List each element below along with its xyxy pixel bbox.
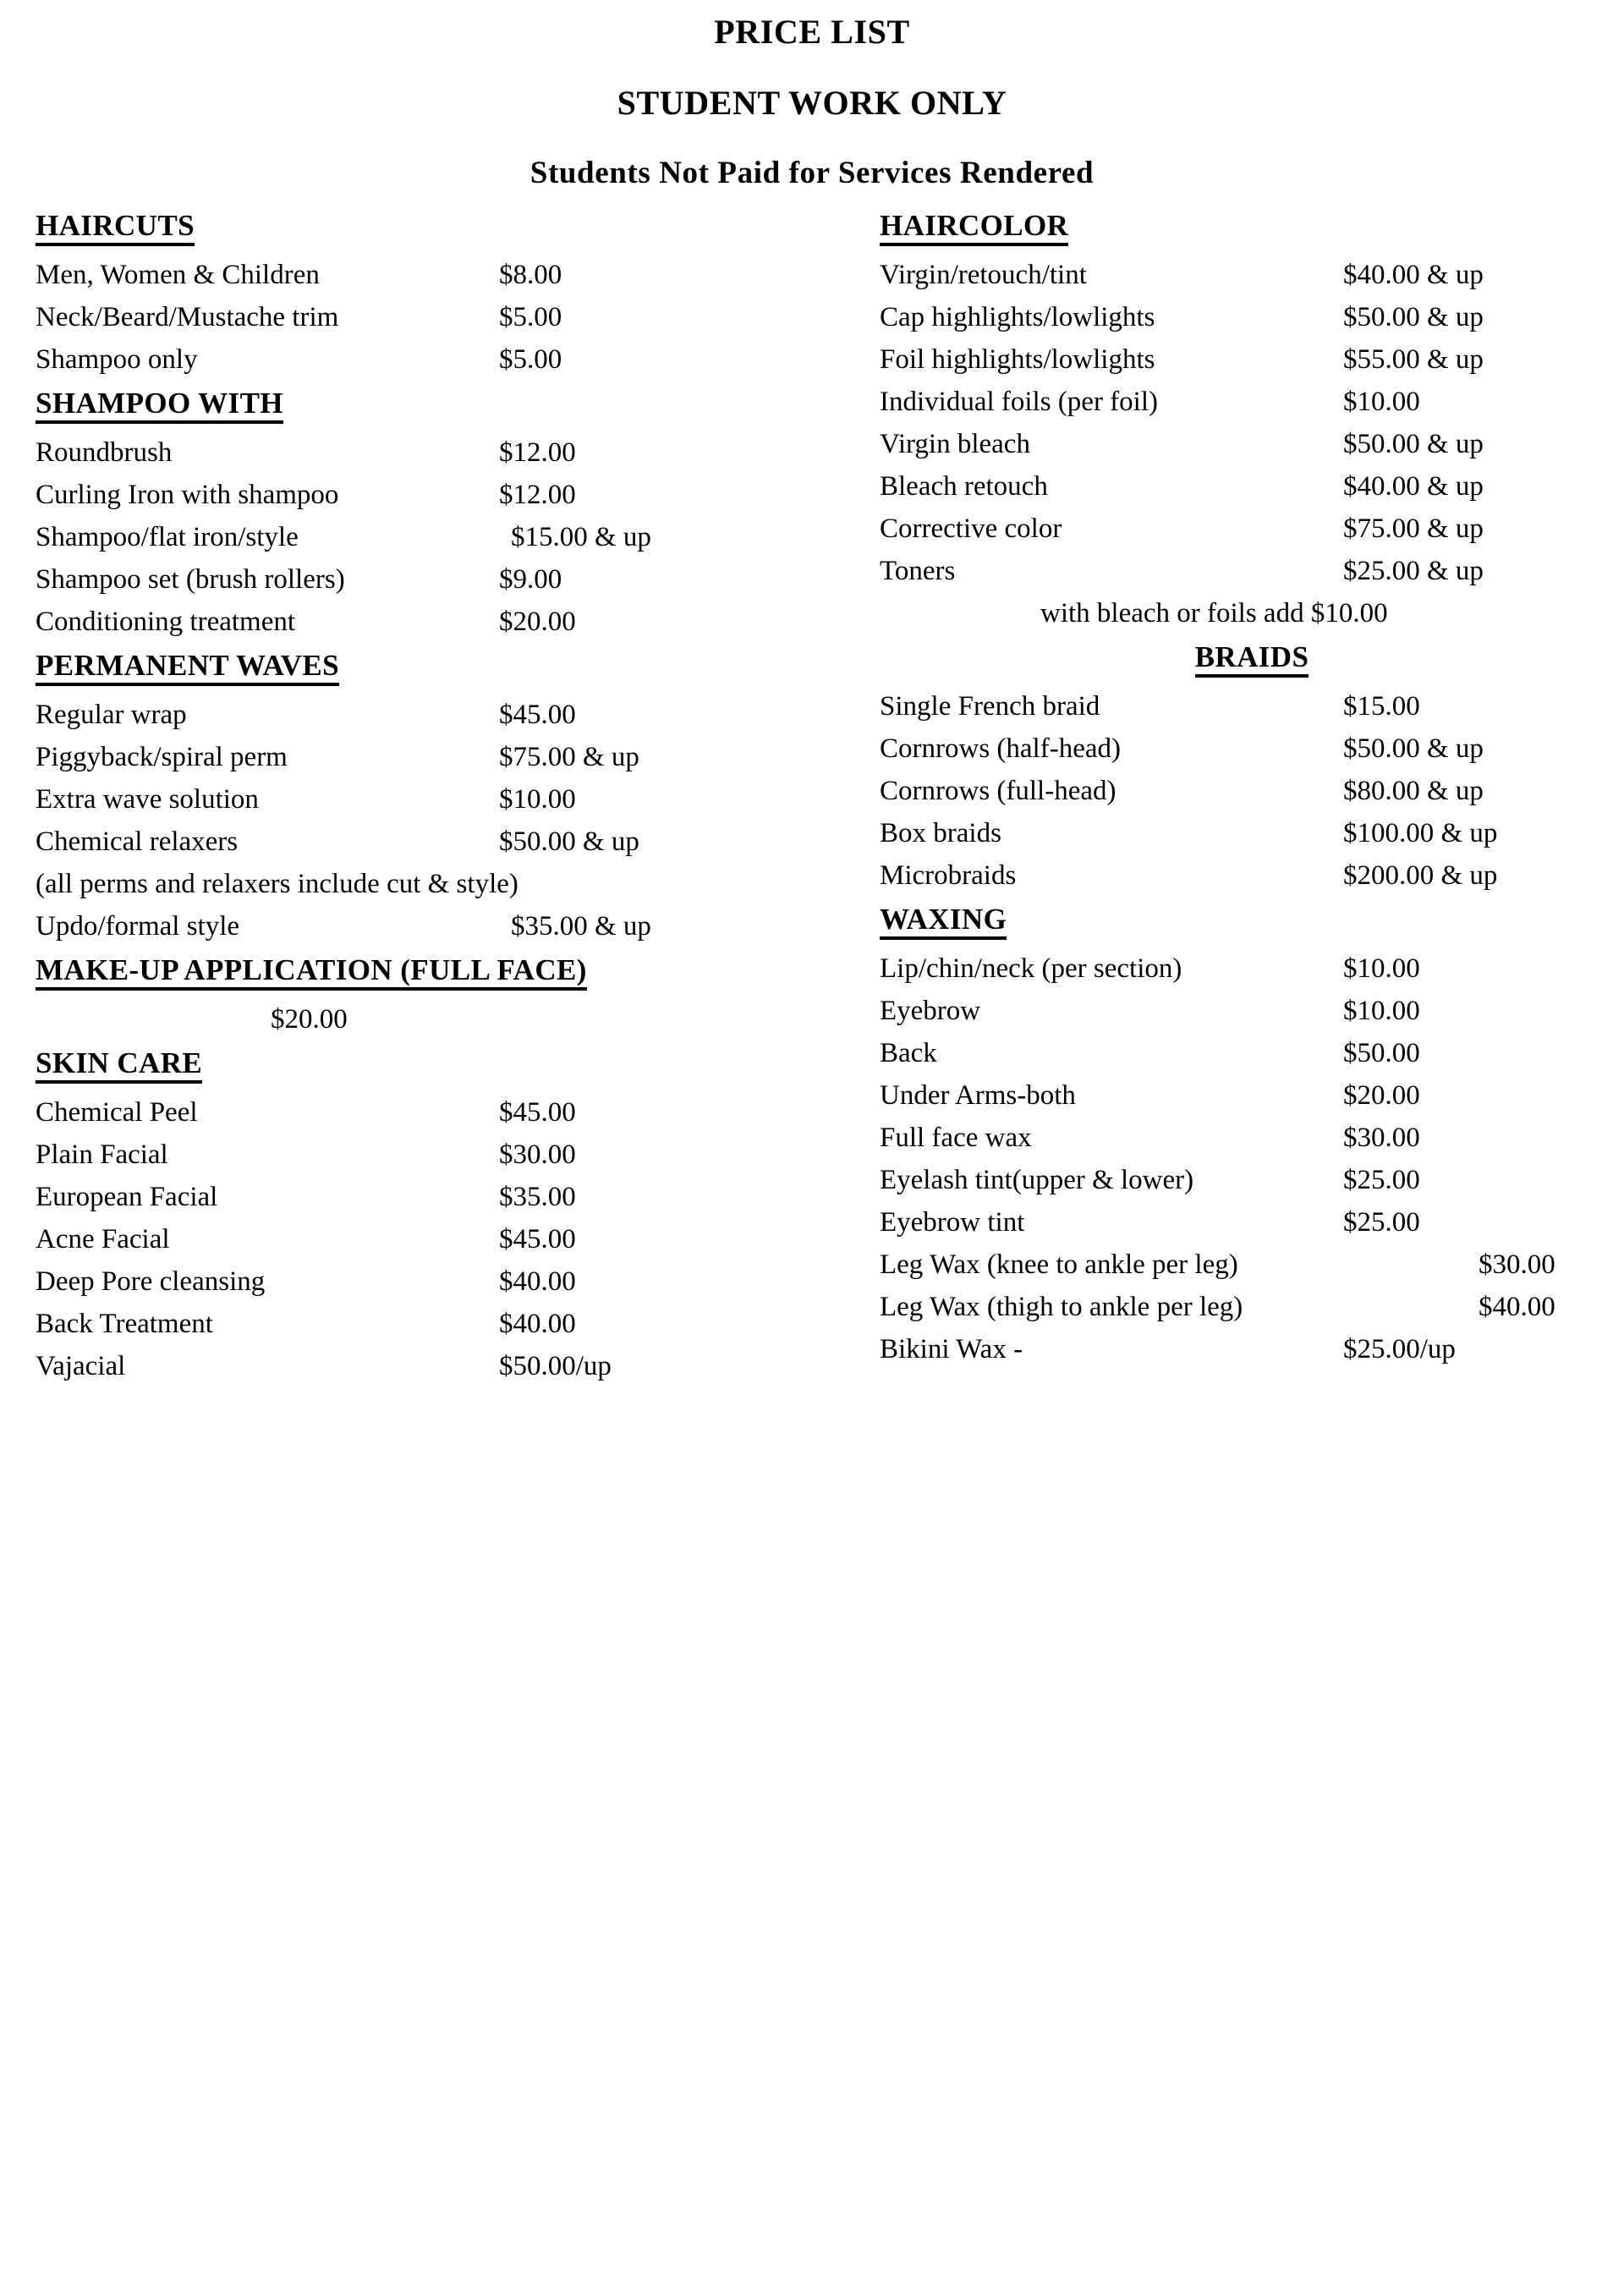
price-row <box>880 473 1624 515</box>
service-price: $100.00 & up <box>1343 818 1498 848</box>
section-haircuts <box>36 211 846 388</box>
service-label: Corrective color <box>880 513 1062 544</box>
service-price: $75.00 & up <box>1343 513 1484 544</box>
section-haircolor <box>880 211 1624 642</box>
service-label: Plain Facial <box>36 1139 168 1170</box>
service-price: $45.00 <box>499 1224 576 1255</box>
service-label: Shampoo set (brush rollers) <box>36 564 345 595</box>
service-price: $50.00 & up <box>1343 302 1484 332</box>
service-label: Full face wax <box>880 1123 1032 1153</box>
price-row <box>880 955 1624 997</box>
service-price: $25.00 <box>1343 1207 1420 1238</box>
service-price: $10.00 <box>499 784 576 815</box>
price-row <box>880 1209 1624 1251</box>
price-row <box>880 304 1624 346</box>
service-price: $15.00 & up <box>511 522 651 552</box>
service-label: Vajacial <box>36 1351 126 1381</box>
price-row <box>36 1353 846 1395</box>
section-waxing <box>880 904 1624 1378</box>
service-price: $40.00 & up <box>1343 260 1484 290</box>
service-label: Neck/Beard/Mustache trim <box>36 302 339 332</box>
service-label: Foil highlights/lowlights <box>880 344 1155 375</box>
service-label: Acne Facial <box>36 1224 170 1255</box>
price-row <box>36 1183 846 1226</box>
price-row <box>880 1124 1624 1167</box>
service-label: Deep Pore cleansing <box>36 1266 266 1297</box>
price-row <box>880 862 1624 904</box>
price-columns <box>0 211 1624 1395</box>
service-label: Toners <box>880 556 956 586</box>
service-label: Under Arms-both <box>880 1080 1076 1111</box>
right-column <box>846 211 1624 1378</box>
section-heading-shampoo-with: SHAMPOO WITH <box>36 388 846 424</box>
price-row <box>36 1099 846 1141</box>
service-price: $30.00 <box>1479 1249 1555 1280</box>
service-label: Lip/chin/neck (per section) <box>880 953 1182 984</box>
price-row <box>880 1293 1624 1336</box>
perms-include-note: (all perms and relaxers include cut & style) <box>36 869 518 899</box>
service-price: $40.00 & up <box>1343 471 1484 502</box>
section-heading-braids: BRAIDS <box>880 642 1624 678</box>
service-label: Leg Wax (thigh to ankle per leg) <box>880 1292 1243 1322</box>
service-price: $40.00 <box>1479 1292 1555 1322</box>
price-row <box>36 1310 846 1353</box>
price-row <box>880 820 1624 862</box>
service-price: $20.00 <box>499 607 576 637</box>
service-label: Eyebrow <box>880 996 981 1026</box>
service-price: $10.00 <box>1343 953 1420 984</box>
section-skin-care <box>36 1048 846 1395</box>
service-label: Bikini Wax - <box>880 1334 1023 1364</box>
document-masthead <box>0 0 1624 189</box>
section-heading-permanent-waves: PERMANENT WAVES <box>36 651 846 686</box>
price-row <box>36 524 846 566</box>
service-label: Cornrows (half-head) <box>880 733 1121 764</box>
price-row <box>880 997 1624 1040</box>
price-row <box>880 1040 1624 1082</box>
section-braids <box>880 642 1624 904</box>
price-row <box>36 828 846 870</box>
makeup-price: $20.00 <box>271 1004 348 1035</box>
price-row <box>880 388 1624 431</box>
service-price: $30.00 <box>1343 1123 1420 1153</box>
service-price: $15.00 <box>1343 691 1420 722</box>
service-label: Eyebrow tint <box>880 1207 1025 1238</box>
service-price: $35.00 <box>499 1182 576 1212</box>
price-row <box>880 261 1624 304</box>
service-label: Extra wave solution <box>36 784 259 815</box>
price-row <box>880 777 1624 820</box>
service-label: Chemical Peel <box>36 1097 198 1128</box>
price-row <box>36 608 846 651</box>
section-heading-skin-care: SKIN CARE <box>36 1048 846 1084</box>
service-price: $75.00 & up <box>499 742 639 772</box>
service-label: Virgin/retouch/tint <box>880 260 1087 290</box>
service-label: Men, Women & Children <box>36 260 320 290</box>
service-label: Conditioning treatment <box>36 607 296 637</box>
page-title: PRICE LIST <box>714 13 910 51</box>
price-row <box>36 304 846 346</box>
service-price: $40.00 <box>499 1266 576 1297</box>
service-price: $12.00 <box>499 480 576 510</box>
price-row <box>880 1082 1624 1124</box>
service-price: $12.00 <box>499 437 576 468</box>
service-price: $50.00 <box>1343 1038 1420 1068</box>
section-permanent-waves <box>36 651 846 955</box>
service-label: Regular wrap <box>36 700 187 730</box>
service-price: $9.00 <box>499 564 562 595</box>
price-row <box>880 693 1624 735</box>
service-price: $35.00 & up <box>511 911 651 942</box>
service-price: $45.00 <box>499 1097 576 1128</box>
service-price: $50.00/up <box>499 1351 612 1381</box>
price-row <box>36 701 846 744</box>
service-label: Individual foils (per foil) <box>880 387 1159 417</box>
price-row <box>880 515 1624 557</box>
service-price: $25.00 & up <box>1343 556 1484 586</box>
service-label: Microbraids <box>880 860 1017 891</box>
price-row <box>880 735 1624 777</box>
subtitle-student-work: STUDENT WORK ONLY <box>617 84 1007 122</box>
haircolor-bleach-note: with bleach or foils add $10.00 <box>1040 598 1388 629</box>
price-row <box>36 346 846 388</box>
service-label: Eyelash tint(upper & lower) <box>880 1165 1194 1195</box>
service-price: $80.00 & up <box>1343 776 1484 806</box>
section-heading-makeup-application: MAKE-UP APPLICATION (FULL FACE) <box>36 955 846 991</box>
price-row <box>36 261 846 304</box>
service-price: $20.00 <box>1343 1080 1420 1111</box>
service-label: Updo/formal style <box>36 911 240 942</box>
price-row <box>36 1141 846 1183</box>
service-price: $50.00 & up <box>1343 733 1484 764</box>
service-label: Leg Wax (knee to ankle per leg) <box>880 1249 1238 1280</box>
service-label: Piggyback/spiral perm <box>36 742 288 772</box>
left-column <box>0 211 846 1395</box>
service-label: Back <box>880 1038 937 1068</box>
service-label: Cornrows (full-head) <box>880 776 1116 806</box>
price-row <box>880 557 1624 600</box>
price-row <box>36 481 846 524</box>
service-label: Cap highlights/lowlights <box>880 302 1155 332</box>
section-heading-haircuts: HAIRCUTS <box>36 211 846 246</box>
service-price: $25.00 <box>1343 1165 1420 1195</box>
service-price: $55.00 & up <box>1343 344 1484 375</box>
service-price: $10.00 <box>1343 996 1420 1026</box>
price-row <box>36 566 846 608</box>
section-heading-haircolor: HAIRCOLOR <box>880 211 1624 246</box>
price-row <box>36 1268 846 1310</box>
service-price: $25.00/up <box>1343 1334 1456 1364</box>
service-label: Shampoo/flat iron/style <box>36 522 299 552</box>
price-row <box>36 744 846 786</box>
service-label: Roundbrush <box>36 437 173 468</box>
service-price: $5.00 <box>499 302 562 332</box>
service-label: Chemical relaxers <box>36 826 239 857</box>
service-label: Single French braid <box>880 691 1100 722</box>
subtitle-not-paid: Students Not Paid for Services Rendered <box>529 156 1095 190</box>
price-row <box>36 913 846 955</box>
service-price: $8.00 <box>499 260 562 290</box>
service-price: $5.00 <box>499 344 562 375</box>
service-label: Virgin bleach <box>880 429 1030 459</box>
price-row <box>880 1167 1624 1209</box>
price-row <box>36 439 846 481</box>
price-row <box>880 1251 1624 1293</box>
section-heading-waxing: WAXING <box>880 904 1624 940</box>
price-row <box>880 1336 1624 1378</box>
price-row <box>880 346 1624 388</box>
section-makeup-application <box>36 955 846 1048</box>
service-label: Back Treatment <box>36 1309 213 1339</box>
service-price: $50.00 & up <box>499 826 639 857</box>
service-label: Shampoo only <box>36 344 198 375</box>
service-price: $50.00 & up <box>1343 429 1484 459</box>
service-label: Bleach retouch <box>880 471 1048 502</box>
price-row <box>880 431 1624 473</box>
service-label: Box braids <box>880 818 1001 848</box>
service-label: Curling Iron with shampoo <box>36 480 339 510</box>
service-price: $30.00 <box>499 1139 576 1170</box>
service-price: $40.00 <box>499 1309 576 1339</box>
service-label: European Facial <box>36 1182 218 1212</box>
service-price: $10.00 <box>1343 387 1420 417</box>
price-row <box>36 786 846 828</box>
service-price: $200.00 & up <box>1343 860 1498 891</box>
price-row <box>36 1226 846 1268</box>
service-price: $45.00 <box>499 700 576 730</box>
section-shampoo-with <box>36 388 846 651</box>
